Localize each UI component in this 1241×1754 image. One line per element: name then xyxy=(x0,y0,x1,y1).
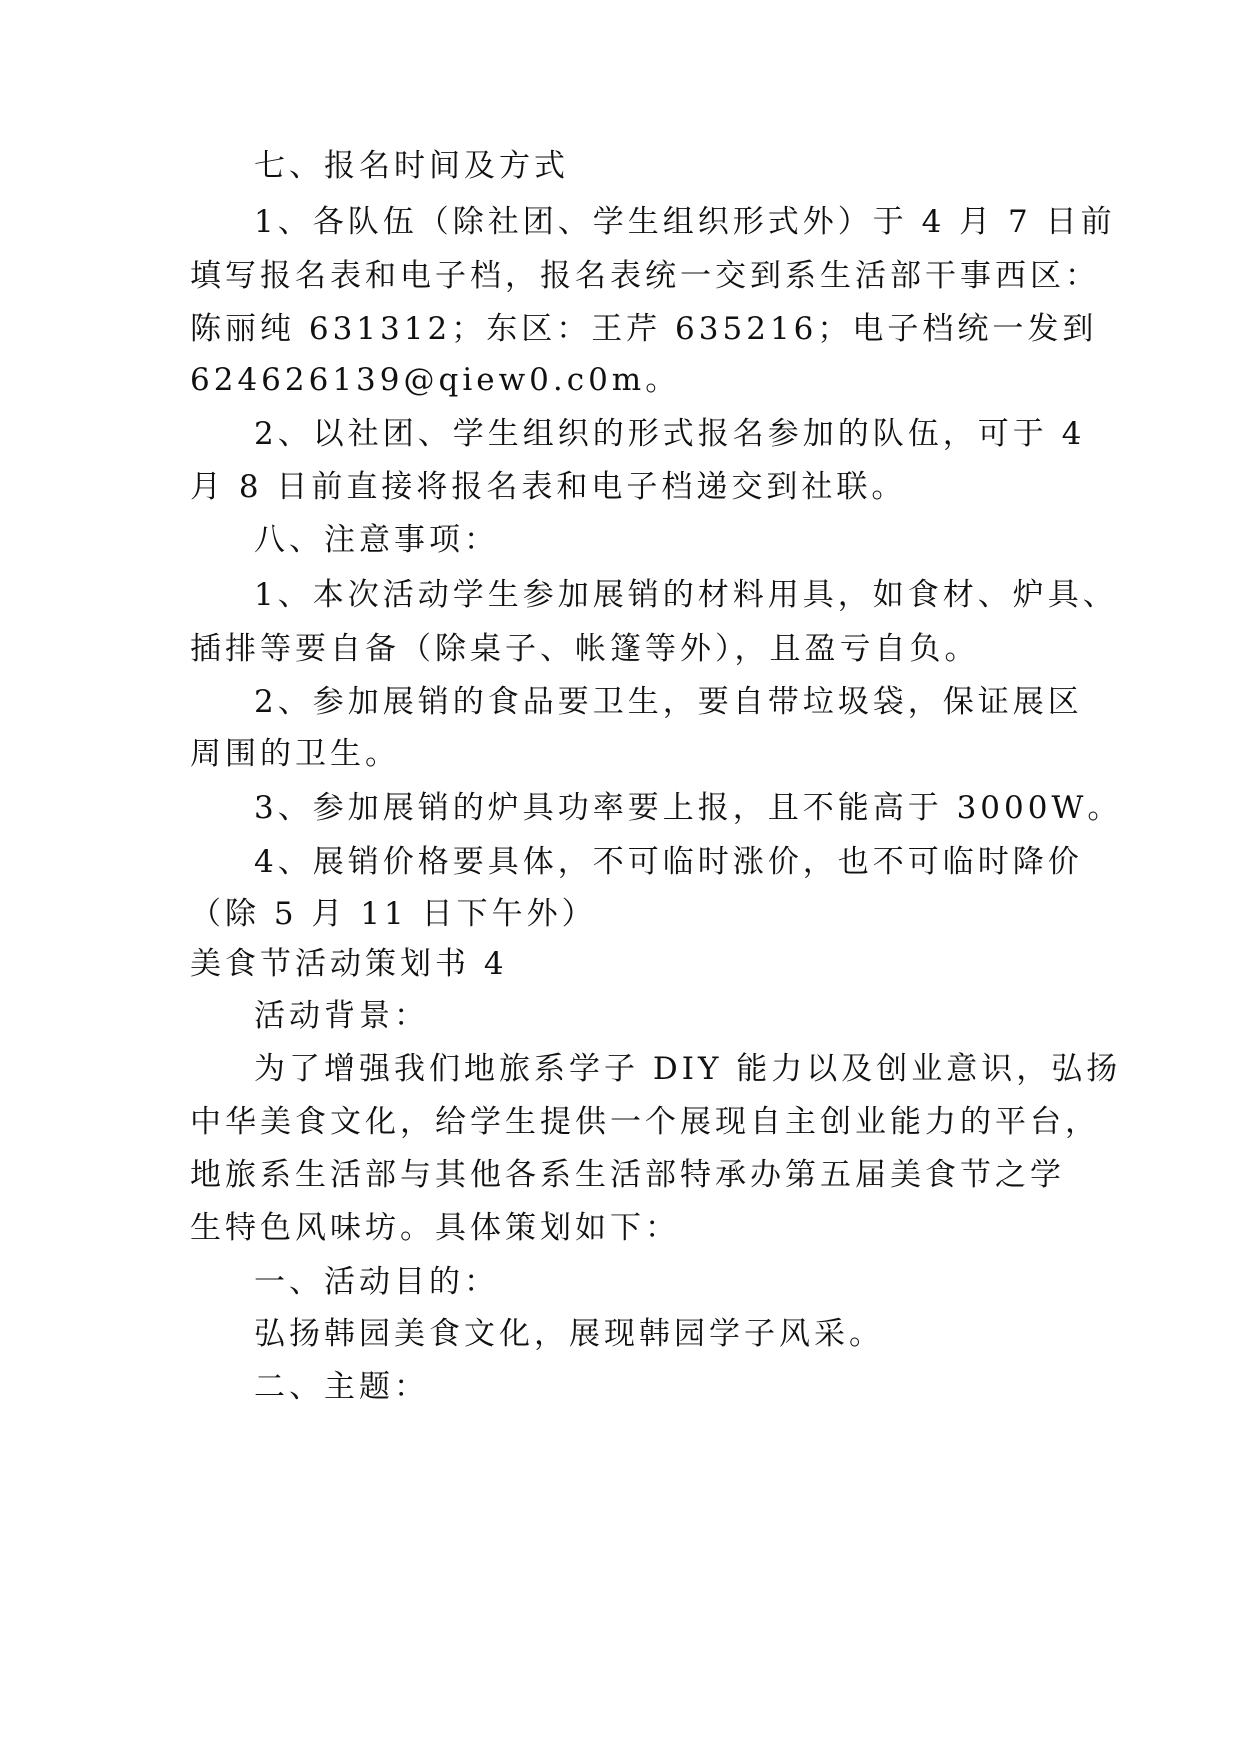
paragraph-line: 周围的卫生。 xyxy=(190,736,400,772)
paragraph-line: （除 5 月 11 日下午外） xyxy=(190,896,597,932)
paragraph-line: 624626139@qiew0.c0m。 xyxy=(190,362,681,398)
paragraph-line: 弘扬韩园美食文化，展现韩园学子风采。 xyxy=(254,1316,884,1352)
paragraph-line: 2、参加展销的食品要卫生，要自带垃圾袋，保证展区 xyxy=(254,684,1083,720)
section-heading-purpose: 一、活动目的： xyxy=(254,1264,499,1300)
section-heading-notes: 八、注意事项： xyxy=(254,522,499,558)
section-heading-theme: 二、主题： xyxy=(254,1369,429,1405)
section-heading-background: 活动背景： xyxy=(254,998,429,1034)
paragraph-line: 4、展销价格要具体，不可临时涨价，也不可临时降价 xyxy=(254,844,1083,880)
paragraph-line: 1、各队伍（除社团、学生组织形式外）于 4 月 7 日前 xyxy=(254,204,1116,240)
paragraph-line: 月 8 日前直接将报名表和电子档递交到社联。 xyxy=(190,469,907,505)
paragraph-line: 陈丽纯 631312；东区：王芹 635216；电子档统一发到 xyxy=(190,311,1098,347)
paragraph-line: 为了增强我们地旅系学子 DIY 能力以及创业意识，弘扬 xyxy=(254,1051,1122,1087)
paragraph-line: 中华美食文化，给学生提供一个展现自主创业能力的平台， xyxy=(190,1104,1100,1140)
paragraph-line: 填写报名表和电子档，报名表统一交到系生活部干事西区： xyxy=(190,258,1100,294)
paragraph-line: 插排等要自备（除桌子、帐篷等外），且盈亏自负。 xyxy=(190,631,980,667)
paragraph-line: 3、参加展销的炉具功率要上报，且不能高于 3000W。 xyxy=(254,790,1123,826)
paragraph-line: 1、本次活动学生参加展销的材料用具，如食材、炉具、 xyxy=(254,577,1118,613)
section-heading-registration: 七、报名时间及方式 xyxy=(254,148,569,184)
paragraph-line: 2、以社团、学生组织的形式报名参加的队伍，可于 4 xyxy=(254,416,1086,452)
document-title: 美食节活动策划书 4 xyxy=(190,946,508,982)
paragraph-line: 生特色风味坊。具体策划如下： xyxy=(190,1210,680,1246)
paragraph-line: 地旅系生活部与其他各系生活部特承办第五届美食节之学 xyxy=(190,1157,1065,1193)
